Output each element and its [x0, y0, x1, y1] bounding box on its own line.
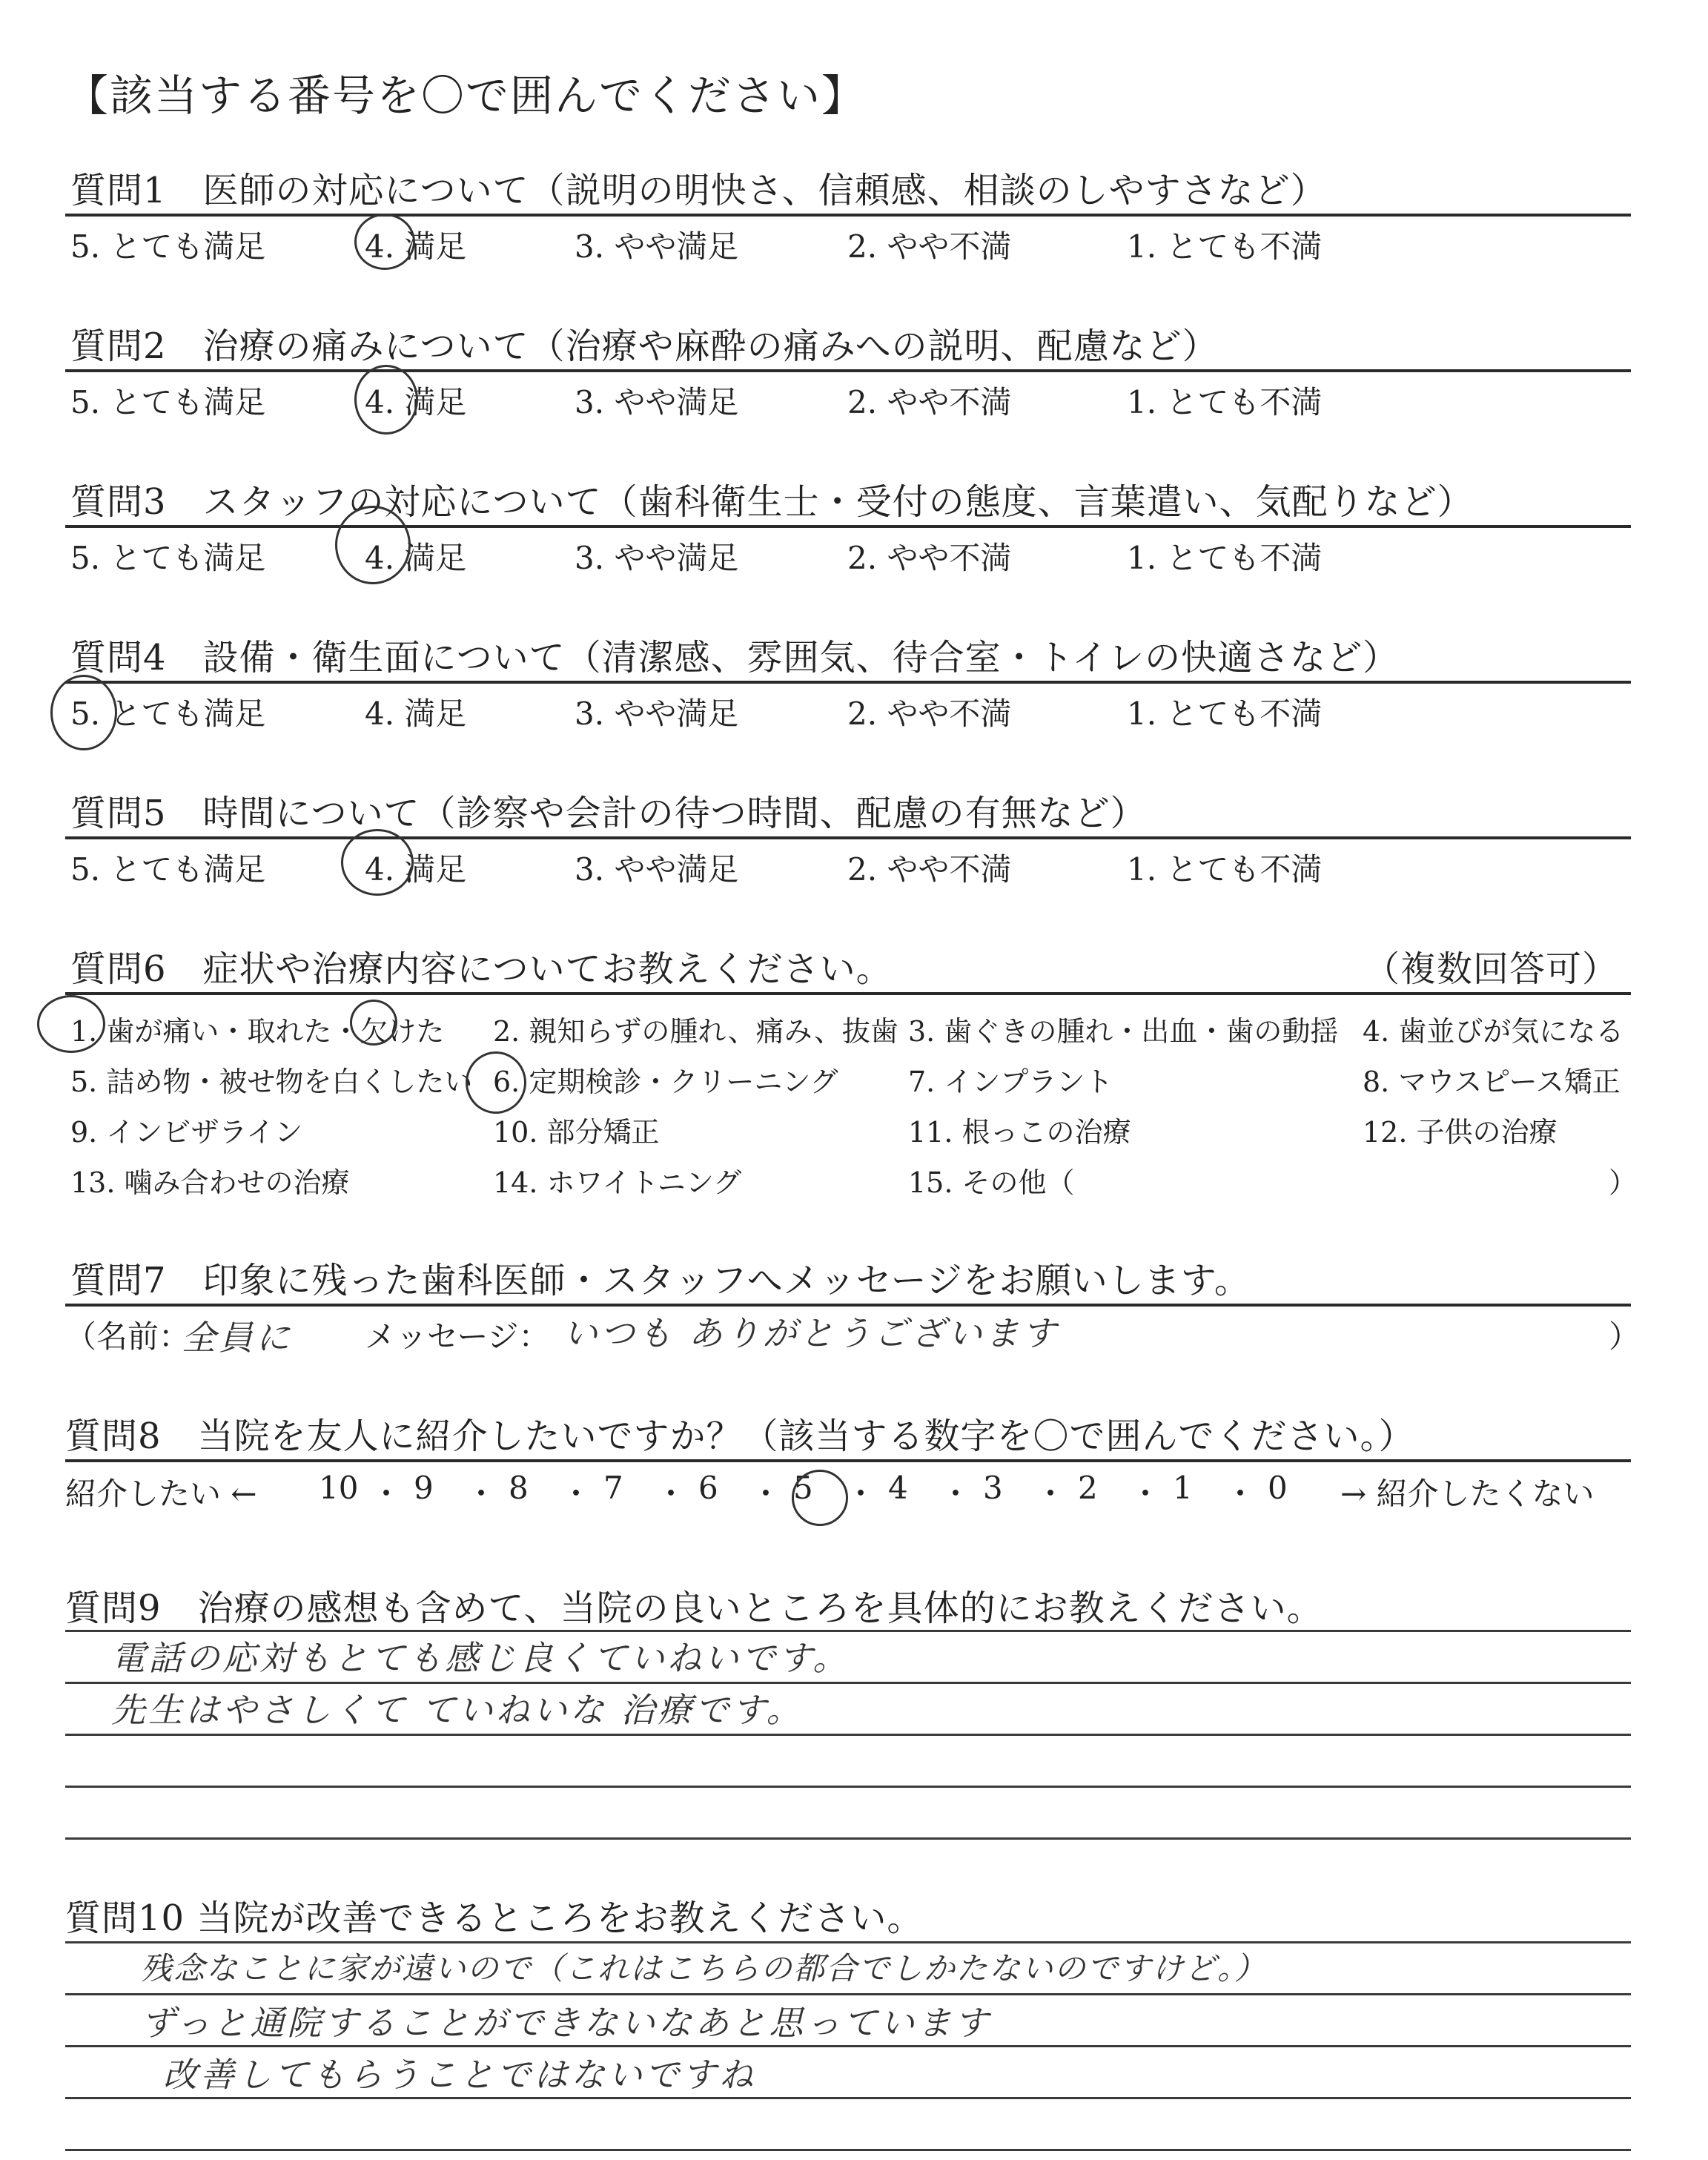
q8-number-3: 3 [983, 1470, 1003, 1506]
q3-opt-3: 3. やや満足 [575, 540, 739, 576]
q7-name-label: （名前： [65, 1318, 191, 1355]
q1-opt-4: 4. 満足 [365, 228, 467, 265]
q3-opt-2: 2. やや不満 [847, 540, 1012, 576]
q1-opt-1: 1. とても不満 [1127, 228, 1323, 265]
q3-opt-5: 5. とても満足 [70, 540, 266, 576]
q8-number-10: 10 [319, 1470, 359, 1506]
q9-line-5 [65, 1837, 1631, 1840]
q8-number-6: 6 [698, 1470, 718, 1506]
q4-opt-1: 1. とても不満 [1127, 696, 1323, 732]
q6-opt-8: 8. マウスピース矯正 [1363, 1066, 1621, 1098]
q2-opt-2: 2. やや不満 [847, 384, 1012, 420]
q8-separator-dot: ・ [1035, 1476, 1067, 1512]
q7-message-label: メッセージ： [365, 1318, 550, 1355]
q6-opt-4: 4. 歯並びが気になる [1363, 1015, 1624, 1048]
q9-line-3 [65, 1734, 1631, 1736]
q3-answer-circle [335, 506, 411, 584]
q6-opt-3: 3. 歯ぐきの腫れ・出血・歯の動揺 [908, 1015, 1339, 1048]
q1-opt-3: 3. やや満足 [575, 228, 739, 265]
q2-opt-5: 5. とても満足 [70, 384, 266, 420]
q2-rule [65, 369, 1631, 372]
q9-answer-line-1: 電話の応対もとても感じ良くていねいです。 [111, 1638, 850, 1678]
q8-number-1: 1 [1173, 1470, 1193, 1506]
q5-rule [65, 836, 1631, 839]
q7-title: 質問7 印象に残った歯科医師・スタッフへメッセージをお願いします。 [70, 1260, 1251, 1301]
q8-rule [65, 1459, 1631, 1462]
q6-circle-6 [466, 1051, 526, 1114]
q6-circle-kaketa [350, 1000, 397, 1046]
q8-separator-dot: ・ [466, 1476, 497, 1512]
q8-left-label: 紹介したい ← [65, 1476, 257, 1512]
q6-opt-7: 7. インプラント [908, 1066, 1113, 1098]
q7-close: ） [1609, 1318, 1641, 1355]
q8-separator-dot: ・ [371, 1476, 403, 1512]
q6-circle-1 [37, 995, 105, 1053]
q6-opt-6: 6. 定期検診・クリーニング [493, 1066, 838, 1098]
q6-opt-1: 1. 歯が痛い・取れた・欠けた [70, 1015, 445, 1048]
q10-answer-line-2: ずっと通院することができないなあと思っています [141, 2003, 992, 2043]
q3-title: 質問3 スタッフの対応について（歯科衛生士・受付の態度、言葉遣い、気配りなど） [70, 481, 1474, 523]
q8-separator-dot: ・ [1130, 1476, 1162, 1512]
q1-opt-5: 5. とても満足 [70, 228, 266, 265]
q5-title: 質問5 時間について（診察や会計の待つ時間、配慮の有無など） [70, 793, 1147, 834]
q8-number-7: 7 [603, 1470, 623, 1506]
q2-title: 質問2 治療の痛みについて（治療や麻酔の痛みへの説明、配慮など） [70, 326, 1219, 367]
q7-message-value: いつも ありがとうございます [563, 1313, 1059, 1353]
q5-opt-2: 2. やや不満 [847, 851, 1012, 888]
q2-opt-3: 3. やや満足 [575, 384, 739, 420]
page-title: 【該当する番号を〇で囲んでください】 [65, 70, 867, 121]
q2-opt-1: 1. とても不満 [1127, 384, 1323, 420]
q10-title: 質問10 当院が改善できるところをお教えください。 [65, 1898, 924, 1939]
q10-answer-line-3: 改善してもらうことではないですね [163, 2055, 756, 2095]
q8-number-9: 9 [414, 1470, 434, 1506]
q4-rule [65, 681, 1631, 684]
q4-title: 質問4 設備・衛生面について（清潔感、雰囲気、待合室・トイレの快適さなど） [70, 637, 1400, 678]
q1-opt-2: 2. やや不満 [847, 228, 1012, 265]
q10-line-5 [65, 2149, 1631, 2151]
q6-opt-2: 2. 親知らずの腫れ、痛み、抜歯 [493, 1015, 898, 1048]
q8-number-8: 8 [509, 1470, 529, 1506]
q4-opt-4: 4. 満足 [365, 696, 467, 732]
q5-opt-4: 4. 満足 [365, 851, 467, 888]
q8-answer-circle [792, 1470, 848, 1526]
q4-opt-5: 5. とても満足 [70, 696, 266, 732]
q6-title: 質問6 症状や治療内容についてお教えください。 [70, 948, 893, 990]
q6-opt-11: 11. 根っこの治療 [908, 1116, 1131, 1149]
q10-answer-line-1: 残念なことに家が遠いので（これはこちらの都合でしかたないのですけど。） [141, 1950, 1268, 1986]
q8-separator-dot: ・ [750, 1476, 782, 1512]
q3-opt-1: 1. とても不満 [1127, 540, 1323, 576]
q8-number-0: 0 [1268, 1470, 1288, 1506]
q10-line-2 [65, 1993, 1631, 1995]
q10-line-1 [65, 1941, 1631, 1943]
q9-line-4 [65, 1786, 1631, 1788]
q5-answer-circle [341, 829, 414, 896]
q6-opt-15-close: ） [1609, 1166, 1638, 1199]
q4-opt-2: 2. やや不満 [847, 696, 1012, 732]
q3-rule [65, 525, 1631, 528]
q4-opt-3: 3. やや満足 [575, 696, 739, 732]
q8-separator-dot: ・ [845, 1476, 877, 1512]
q4-answer-circle [50, 675, 117, 750]
q8-number-4: 4 [888, 1470, 908, 1506]
q9-answer-line-2: 先生はやさしくて ていねいな 治療です。 [111, 1690, 804, 1730]
q8-separator-dot: ・ [1225, 1476, 1257, 1512]
q3-opt-4: 4. 満足 [365, 540, 467, 576]
q6-note: （複数回答可） [1364, 948, 1619, 990]
q1-rule [65, 214, 1631, 217]
q2-opt-4: 4. 満足 [365, 384, 467, 420]
q1-title: 質問1 医師の対応について（説明の明快さ、信頼感、相談のしやすさなど） [70, 170, 1327, 211]
q10-line-3 [65, 2045, 1631, 2047]
q6-opt-10: 10. 部分矯正 [493, 1116, 660, 1149]
q6-rule [65, 992, 1631, 995]
q8-number-2: 2 [1078, 1470, 1098, 1506]
q1-answer-circle [354, 214, 415, 270]
q8-right-label: → 紹介したくない [1340, 1476, 1595, 1512]
q10-line-4 [65, 2097, 1631, 2099]
q9-title: 質問9 治療の感想も含めて、当院の良いところを具体的にお教えください。 [65, 1588, 1323, 1629]
q6-opt-9: 9. インビザライン [70, 1116, 303, 1149]
q6-opt-5: 5. 詰め物・被せ物を白くしたい [70, 1066, 473, 1098]
q2-answer-circle [354, 365, 418, 435]
q8-separator-dot: ・ [655, 1476, 687, 1512]
q5-opt-1: 1. とても不満 [1127, 851, 1323, 888]
q6-opt-14: 14. ホワイトニング [493, 1166, 742, 1199]
q5-opt-3: 3. やや満足 [575, 851, 739, 888]
q8-separator-dot: ・ [940, 1476, 972, 1512]
q5-opt-5: 5. とても満足 [70, 851, 266, 888]
q6-opt-12: 12. 子供の治療 [1363, 1116, 1558, 1149]
q7-name-value: 全員に [182, 1318, 293, 1358]
q8-separator-dot: ・ [560, 1476, 592, 1512]
q8-number-5: 5 [793, 1470, 813, 1506]
q6-opt-15: 15. その他（ [908, 1166, 1075, 1199]
q6-opt-13: 13. 噛み合わせの治療 [70, 1166, 350, 1199]
q8-title: 質問8 当院を友人に紹介したいですか？（該当する数字を〇で囲んでください。） [65, 1416, 1415, 1457]
